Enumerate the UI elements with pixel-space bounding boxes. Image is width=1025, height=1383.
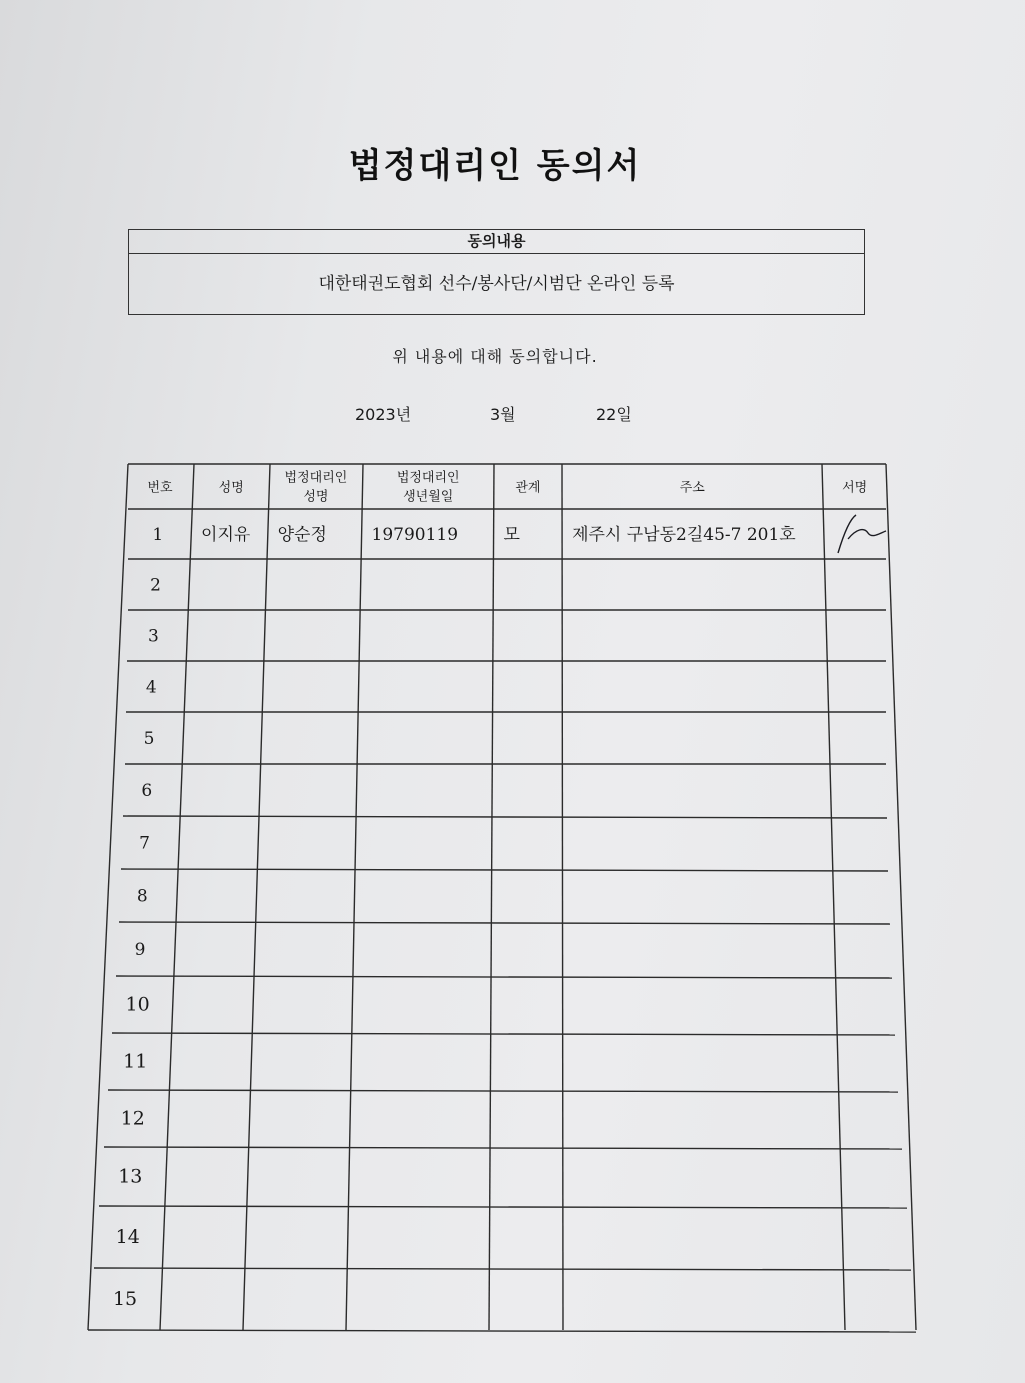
row-number: 2	[150, 575, 162, 596]
agree-statement: 위 내용에 대해 동의합니다.	[392, 347, 598, 366]
row-number: 10	[125, 993, 150, 1016]
page-title: 법정대리인 동의서	[348, 146, 642, 186]
row-number: 6	[141, 781, 153, 801]
table-column-line	[886, 464, 916, 1330]
table-row-line	[88, 1330, 916, 1332]
table-column-line	[489, 464, 494, 1330]
table-row-line	[99, 1206, 907, 1208]
table-column-line	[160, 464, 194, 1330]
table-row-line	[119, 922, 890, 924]
row-number: 4	[145, 677, 157, 698]
consent-body: 대한태권도협회 선수/봉사단/시범단 온라인 등록	[318, 274, 675, 294]
table-cell-relation: 모	[503, 525, 520, 545]
table-row-line	[112, 1033, 895, 1035]
table-column-line	[243, 464, 270, 1330]
row-number: 15	[112, 1288, 138, 1310]
table-cell-guardian: 양순정	[277, 525, 327, 545]
table-column-line	[88, 464, 128, 1330]
table-header-label: 성명	[303, 489, 329, 505]
table-cell-address: 제주시 구남동2길45-7 201호	[572, 525, 796, 545]
table-row-line	[116, 976, 892, 978]
table-row-line	[104, 1147, 902, 1149]
table-header-label: 성명	[218, 480, 244, 496]
table-column-line	[822, 464, 845, 1330]
table-header-label: 주소	[679, 480, 705, 496]
date-month: 3월	[490, 405, 516, 424]
row-number: 1	[152, 525, 164, 545]
row-number: 5	[143, 729, 155, 749]
consent-header: 동의내용	[129, 230, 864, 254]
row-number: 13	[118, 1165, 143, 1188]
row-number: 12	[120, 1107, 145, 1130]
table-row-line	[123, 816, 887, 818]
table-header-label: 서명	[842, 480, 868, 496]
signature-mark	[838, 515, 886, 553]
row-number: 3	[148, 626, 159, 647]
table-header-label: 번호	[147, 480, 173, 496]
table-column-line	[346, 464, 363, 1330]
row-number: 8	[136, 886, 148, 907]
table-cell-birth: 19790119	[371, 525, 459, 545]
row-number: 7	[139, 833, 150, 854]
table-column-line	[562, 464, 563, 1330]
date-year: 2023년	[355, 405, 412, 424]
table-header-label: 법정대리인	[284, 470, 348, 486]
table-row-line	[108, 1090, 898, 1092]
table-row-line	[121, 869, 888, 871]
table-header-label: 생년월일	[403, 489, 454, 505]
row-number: 11	[123, 1050, 148, 1073]
table-row-line	[94, 1268, 911, 1270]
date-day: 22일	[596, 405, 632, 424]
row-number: 9	[134, 940, 146, 960]
table-header-label: 법정대리인	[396, 470, 460, 486]
row-number: 14	[115, 1226, 140, 1248]
table-header-label: 관계	[515, 480, 541, 496]
table-cell-name: 이지유	[201, 525, 251, 545]
